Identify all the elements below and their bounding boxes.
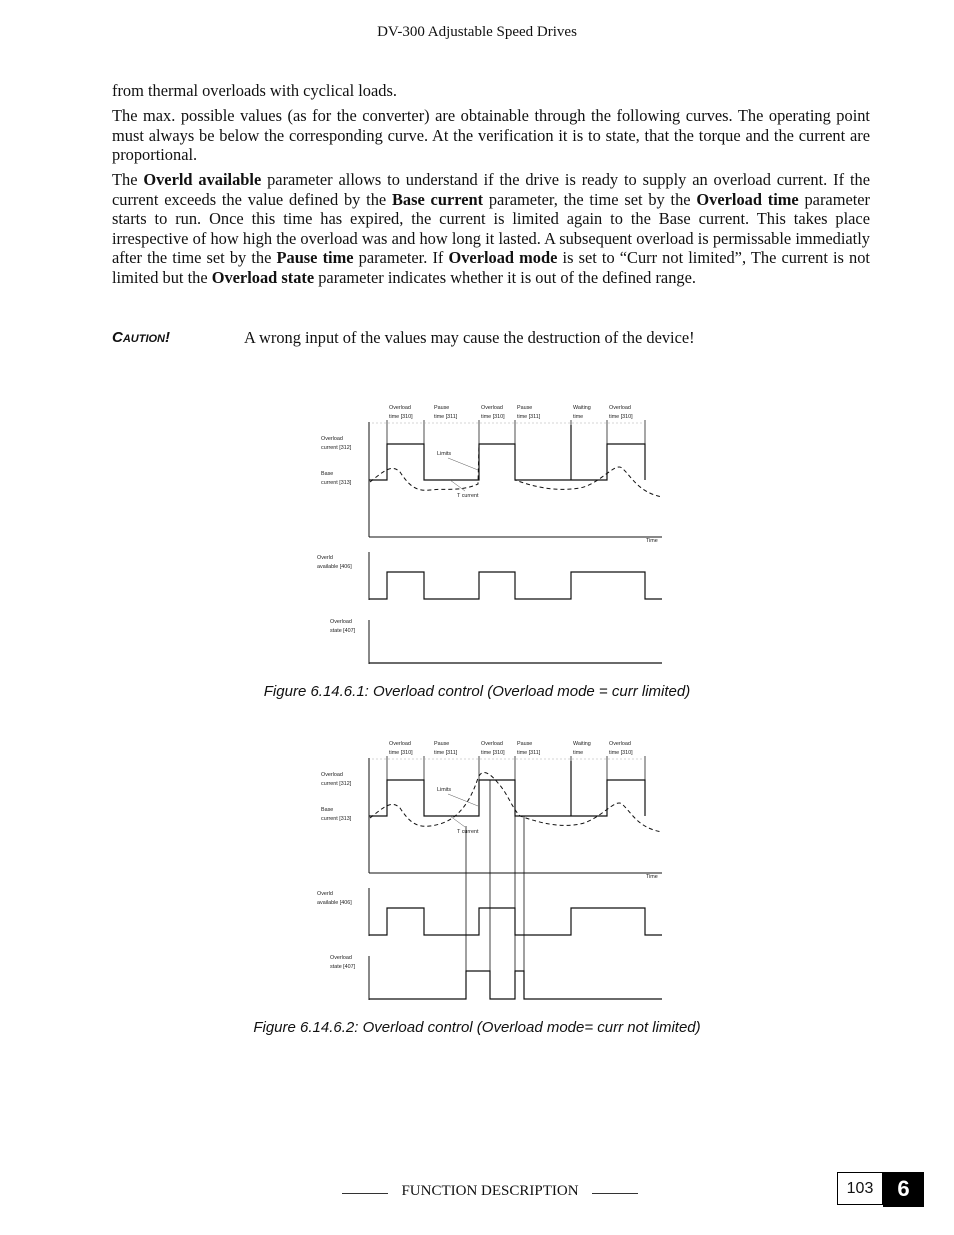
interval-label: Overload (389, 405, 411, 411)
interval-label: time [310] (389, 414, 413, 420)
interval-label: time [310] (609, 414, 633, 420)
interval-label: Overload (609, 405, 631, 411)
term-overload-time: Overload time (696, 189, 799, 209)
t-current-pointer (450, 816, 465, 827)
chapter-tab: 6 (883, 1172, 924, 1207)
interval-label: time [310] (481, 414, 505, 420)
timing-diagram-svg (300, 728, 680, 1008)
limits-waveform (369, 761, 645, 816)
interval-label: Overload (481, 405, 503, 411)
interval-label: time (573, 750, 584, 756)
page-footer (342, 1183, 638, 1203)
time-axis-label: Time (646, 538, 658, 544)
interval-label: Pause (434, 405, 450, 411)
overld-available-label: Overld (317, 891, 333, 897)
interval-label: Waiting (573, 741, 591, 747)
overld-available-label: available [406] (317, 564, 352, 570)
interval-label: time [311] (434, 750, 458, 756)
term-overld-available: Overld available (143, 170, 262, 189)
interval-label: time [310] (481, 750, 505, 756)
interval-label: time [310] (609, 750, 633, 756)
interval-label: Overload (389, 741, 411, 747)
limits-pointer (448, 458, 478, 470)
page-number: 103 (837, 1172, 883, 1205)
figure-caption-1: Figure 6.14.6.1: Overload control (Overload mode = curr limited) (263, 683, 691, 700)
term-pause-time: Pause time (276, 248, 354, 267)
t-current-label: T current (457, 829, 479, 835)
limits-waveform (369, 425, 645, 480)
overload-diagram-limited (300, 392, 680, 672)
base-current-label: Base (321, 807, 334, 813)
interval-label: Pause (517, 741, 533, 747)
overload-state-signal (369, 971, 662, 999)
interval-label: Pause (517, 405, 533, 411)
overload-diagram-not-limited (300, 728, 680, 1008)
overload-current-label: current [312] (321, 445, 352, 451)
paragraph-1: from thermal overloads with cyclical loads. (112, 81, 397, 100)
interval-label: Pause (434, 741, 450, 747)
caution-label: Caution! (112, 329, 170, 346)
overld-available-label: Overld (317, 555, 333, 561)
term-overload-mode: Overload mode (448, 248, 558, 267)
paragraph-3: The Overld available parameter allows to understand if the drive is ready to supply an overload current. If the current exceeds the value defined by the Base current parameter, the time set by the Overload time parameter starts to run. Once this time has expired, the current is limited again to the Base current. This takes place irrespective of how high the overload was and how long it lasted. A subsequent overload is permissable immediatly after the time set by the Pause time parameter. If Overload mode is set to “Curr not limited”, The current is not limited but the Overload state parameter indicates whether it is out of the defined range. (112, 170, 871, 287)
overload-current-label: current [312] (321, 781, 352, 787)
overload-state-label: state [407] (330, 964, 356, 970)
footer-rule-right (592, 1193, 638, 1194)
overload-state-label: state [407] (330, 628, 356, 634)
base-current-label: current [313] (321, 480, 352, 486)
body-text (112, 81, 870, 293)
overld-available-label: available [406] (317, 900, 352, 906)
overload-state-label: Overload (330, 955, 352, 961)
time-axis-label: Time (646, 874, 658, 880)
t-current-label: T current (457, 493, 479, 499)
overld-available-signal (369, 572, 662, 599)
overld-available-signal (369, 908, 662, 935)
base-current-label: Base (321, 471, 334, 477)
interval-label: Overload (609, 741, 631, 747)
interval-label: Overload (481, 741, 503, 747)
paragraph-2: The max. possible values (as for the converter) are obtainable through the following curves. The operating point must always be below the corresponding curve. At the verification it is to state, that the torque and the current are proportional. (112, 106, 870, 164)
interval-label: Waiting (573, 405, 591, 411)
overload-current-label: Overload (321, 772, 343, 778)
limits-label: Limits (437, 787, 452, 793)
interval-label: time [310] (389, 750, 413, 756)
term-base-current: Base current (391, 189, 484, 209)
timing-diagram-svg (300, 392, 680, 672)
page-header: DV-300 Adjustable Speed Drives (377, 24, 577, 40)
interval-label: time (573, 414, 584, 420)
interval-label: time [311] (434, 414, 458, 420)
figure-caption-2: Figure 6.14.6.2: Overload control (Overload mode= curr not limited) (253, 1019, 701, 1036)
interval-label: time [311] (517, 750, 541, 756)
footer-rule-left (342, 1193, 388, 1194)
t-current-curve (370, 444, 662, 497)
overload-state-label: Overload (330, 619, 352, 625)
limits-pointer (448, 794, 478, 806)
caution-text: A wrong input of the values may cause the destruction of the device! (244, 328, 695, 347)
interval-label: time [311] (517, 414, 541, 420)
term-overload-state: Overload state (211, 267, 315, 287)
footer-section: FUNCTION DESCRIPTION (401, 1183, 579, 1199)
overload-current-label: Overload (321, 436, 343, 442)
base-current-label: current [313] (321, 816, 352, 822)
t-current-curve (370, 773, 662, 832)
limits-label: Limits (437, 451, 452, 457)
